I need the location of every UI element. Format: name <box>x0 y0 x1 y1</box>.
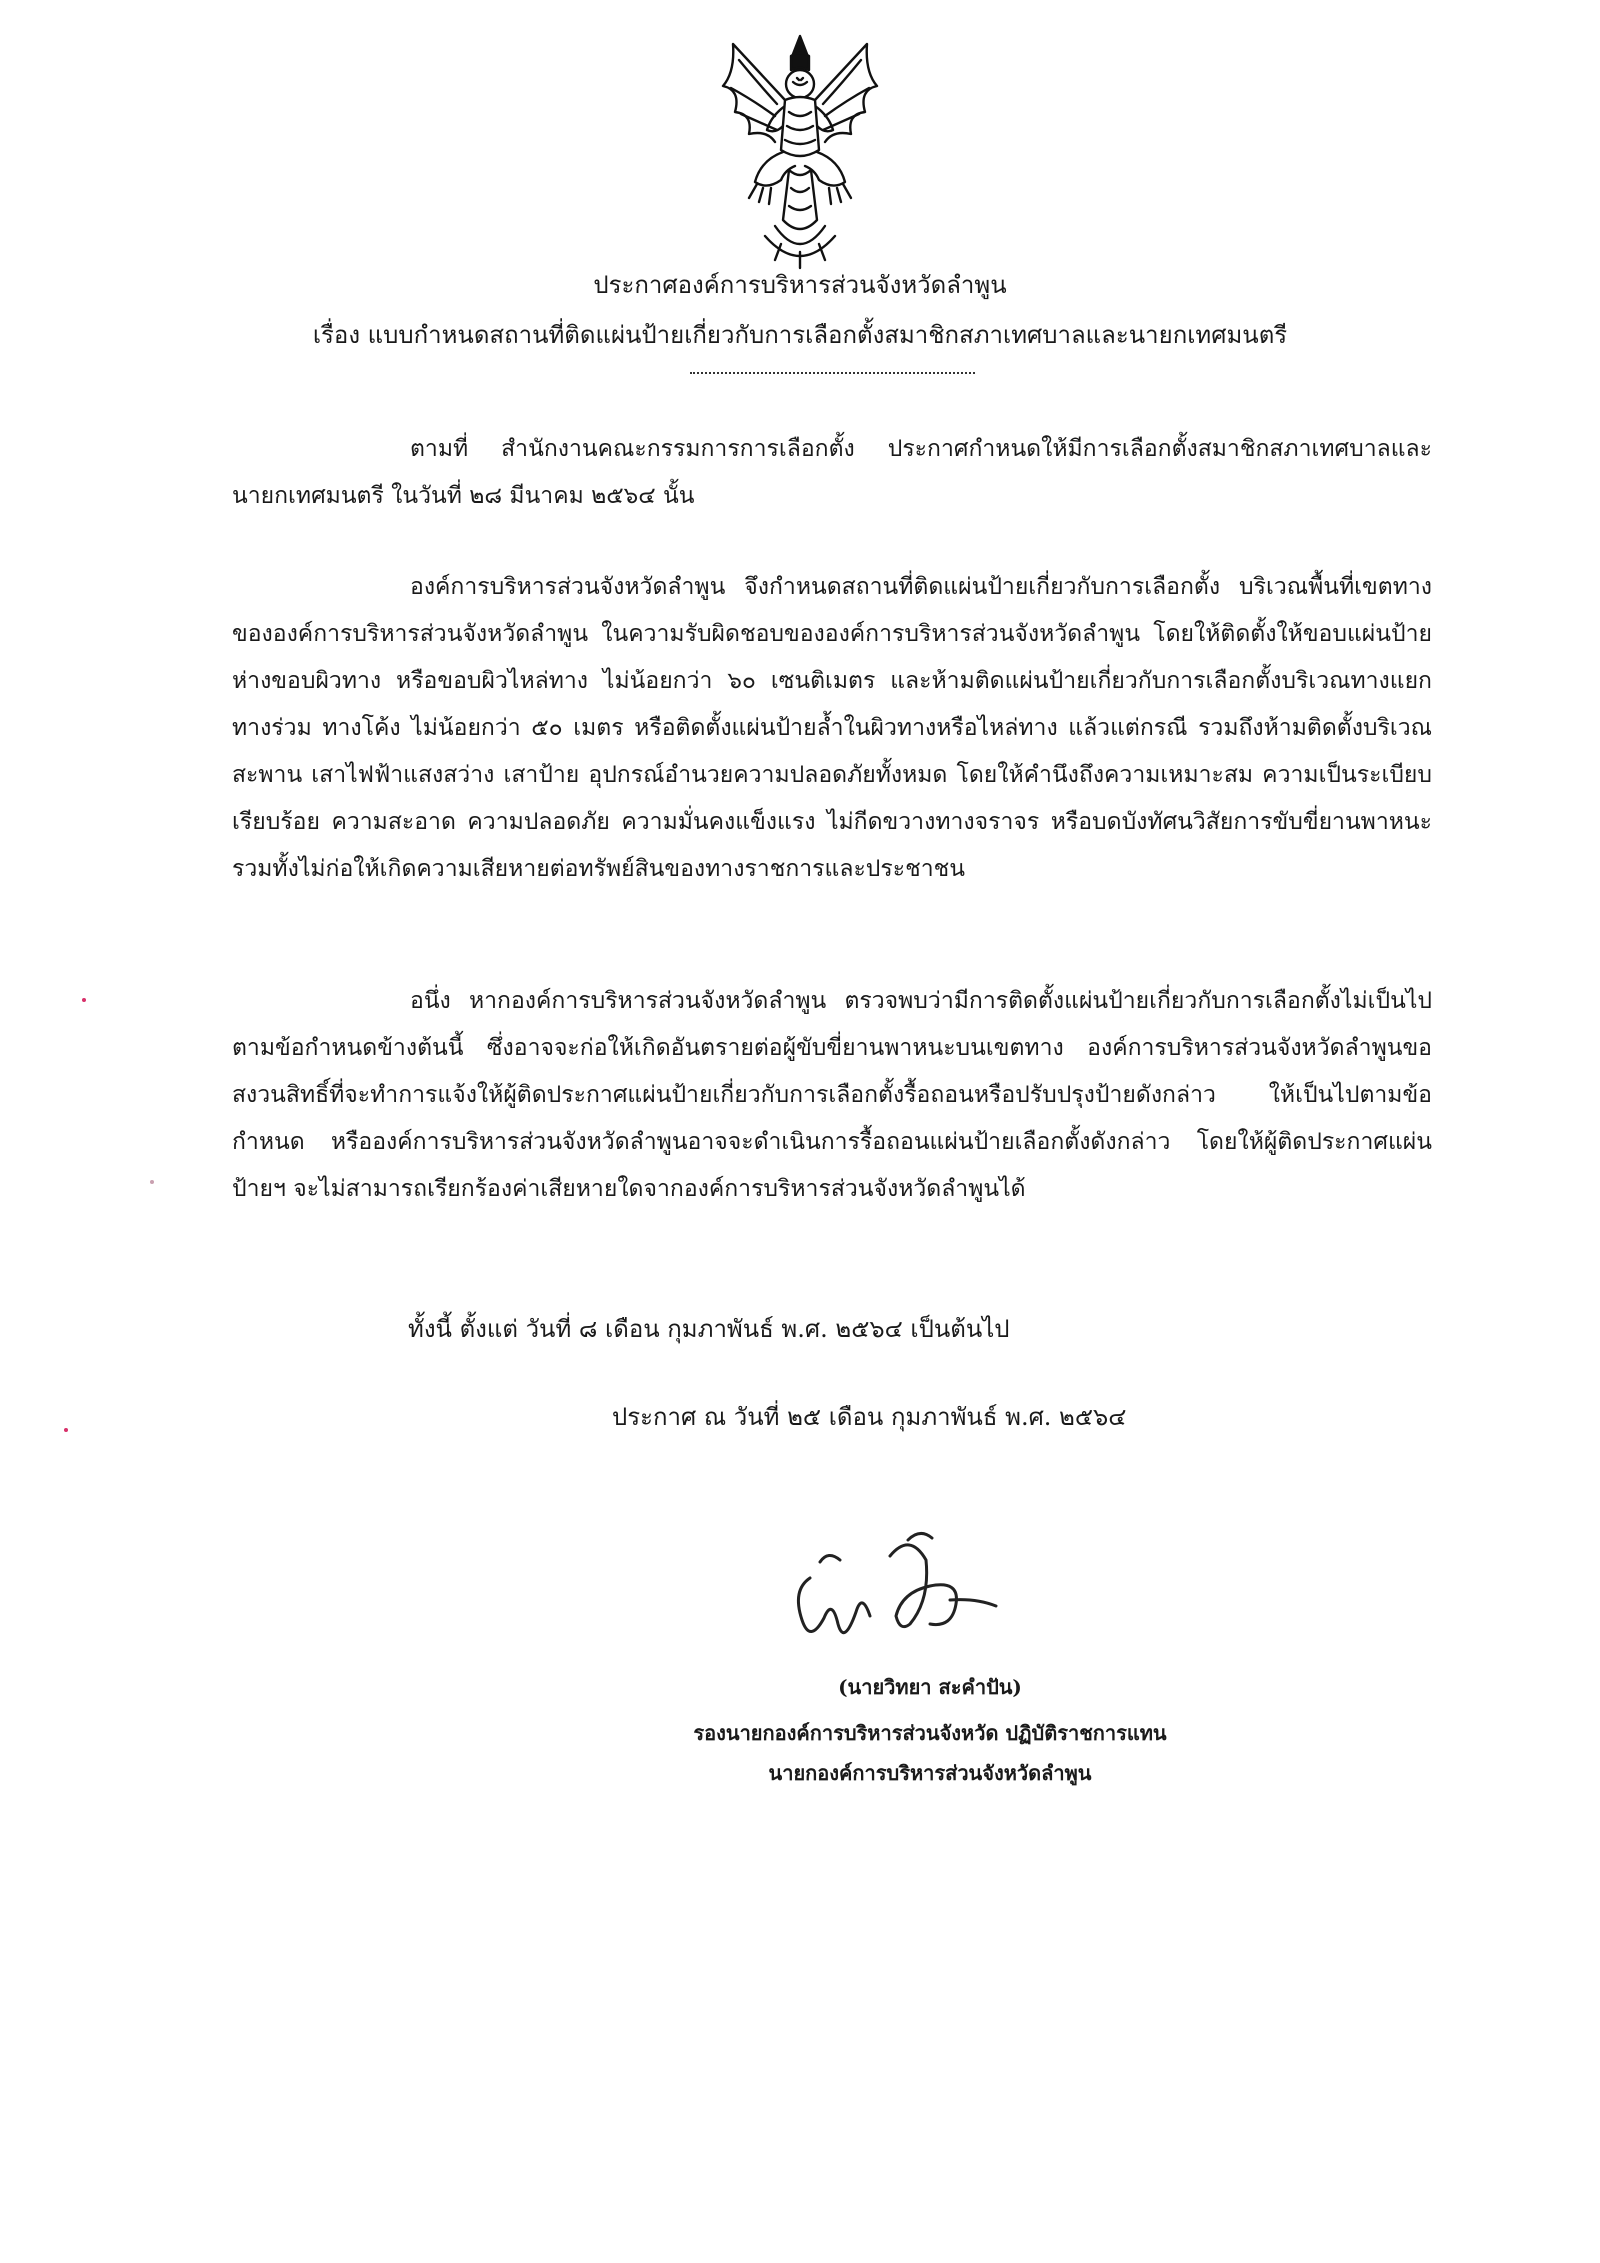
signer-position-line-2: นายกองค์การบริหารส่วนจังหวัดลำพูน <box>768 1761 1092 1785</box>
signature-mark-icon <box>780 1520 1020 1660</box>
scan-speck <box>82 998 86 1002</box>
header-divider <box>690 372 975 374</box>
scan-speck <box>64 1428 68 1432</box>
announcement-title: ประกาศองค์การบริหารส่วนจังหวัดลำพูน <box>593 271 1007 299</box>
paragraph-3 <box>232 978 1432 1213</box>
effective-date: ทั้งนี้ ตั้งแต่ วันที่ ๘ เดือน กุมภาพันธ์ พ.ศ. ๒๕๖๔ เป็นต้นไป <box>408 1315 1010 1343</box>
scan-speck <box>150 1180 154 1184</box>
garuda-emblem-icon <box>705 30 895 270</box>
announcement-subject: เรื่อง แบบกำหนดสถานที่ติดแผ่นป้ายเกี่ยวกับการเลือกตั้งสมาชิกสภาเทศบาลและนายกเทศมนตรี <box>312 321 1288 349</box>
paragraph-3-text: อนึ่ง หากองค์การบริหารส่วนจังหวัดลำพูน ตรวจพบว่ามีการติดตั้งแผ่นป้ายเกี่ยวกับการเลือกตั้งไม่เป็นไปตามข้อกำหนดข้างต้นนี้ ซึ่งอาจจะก่อให้เกิดอันตรายต่อผู้ขับขี่ยานพาหนะบนเขตทาง องค์การบริหารส่วนจังหวัดลำพูนขอสงวนสิทธิ์ที่จะทำการแจ้งให้ผู้ติดประกาศแผ่นป้ายเกี่ยวกับการเลือกตั้งรื้อถอนหรือปรับปรุงป้ายดังกล่าว ให้เป็นไปตามข้อกำหนด หรือองค์การบริหารส่วนจังหวัดลำพูนอาจจะดำเนินการรื้อถอนแผ่นป้ายเลือกตั้งดังกล่าว โดยให้ผู้ติดประกาศแผ่นป้ายฯ จะไม่สามารถเรียกร้องค่าเสียหายใดจากองค์การบริหารส่วนจังหวัดลำพูนได้ <box>232 988 1432 1202</box>
paragraph-2 <box>232 564 1432 893</box>
paragraph-1-text: ตามที่ สำนักงานคณะกรรมการการเลือกตั้ง ประกาศกำหนดให้มีการเลือกตั้งสมาชิกสภาเทศบาลและนายกเทศมนตรี ในวันที่ ๒๘ มีนาคม ๒๕๖๔ นั้น <box>232 436 1432 509</box>
paragraph-2-text: องค์การบริหารส่วนจังหวัดลำพูน จึงกำหนดสถานที่ติดแผ่นป้ายเกี่ยวกับการเลือกตั้ง บริเวณพื้นที่เขตทางขององค์การบริหารส่วนจังหวัดลำพูน ในความรับผิดชอบขององค์การบริหารส่วนจังหวัดลำพูน โดยให้ติดตั้งให้ขอบแผ่นป้ายห่างขอบผิวทาง หรือขอบผิวไหล่ทาง ไม่น้อยกว่า ๖๐ เซนติเมตร และห้ามติดแผ่นป้ายเกี่ยวกับการเลือกตั้งบริเวณทางแยก ทางร่วม ทางโค้ง ไม่น้อยกว่า ๕๐ เมตร หรือติดตั้งแผ่นป้ายล้ำในผิวทางหรือไหล่ทาง แล้วแต่กรณี รวมถึงห้ามติดตั้งบริเวณสะพาน เสาไฟฟ้าแสงสว่าง เสาป้าย อุปกรณ์อำนวยความปลอดภัยทั้งหมด โดยให้คำนึงถึงความเหมาะสม ความเป็นระเบียบเรียบร้อย ความสะอาด ความปลอดภัย ความมั่นคงแข็งแรง ไม่กีดขวางทางจราจร หรือบดบังทัศนวิสัยการขับขี่ยานพาหนะ รวมทั้งไม่ก่อให้เกิดความเสียหายต่อทรัพย์สินของทางราชการและประชาชน <box>232 574 1432 882</box>
signer-name: (นายวิทยา สะคำปัน) <box>838 1675 1022 1699</box>
paragraph-1 <box>232 426 1432 520</box>
announcement-date: ประกาศ ณ วันที่ ๒๕ เดือน กุมภาพันธ์ พ.ศ. ๒๕๖๔ <box>612 1403 1127 1431</box>
signer-position-line-1: รองนายกองค์การบริหารส่วนจังหวัด ปฏิบัติราชการแทน <box>693 1721 1167 1745</box>
